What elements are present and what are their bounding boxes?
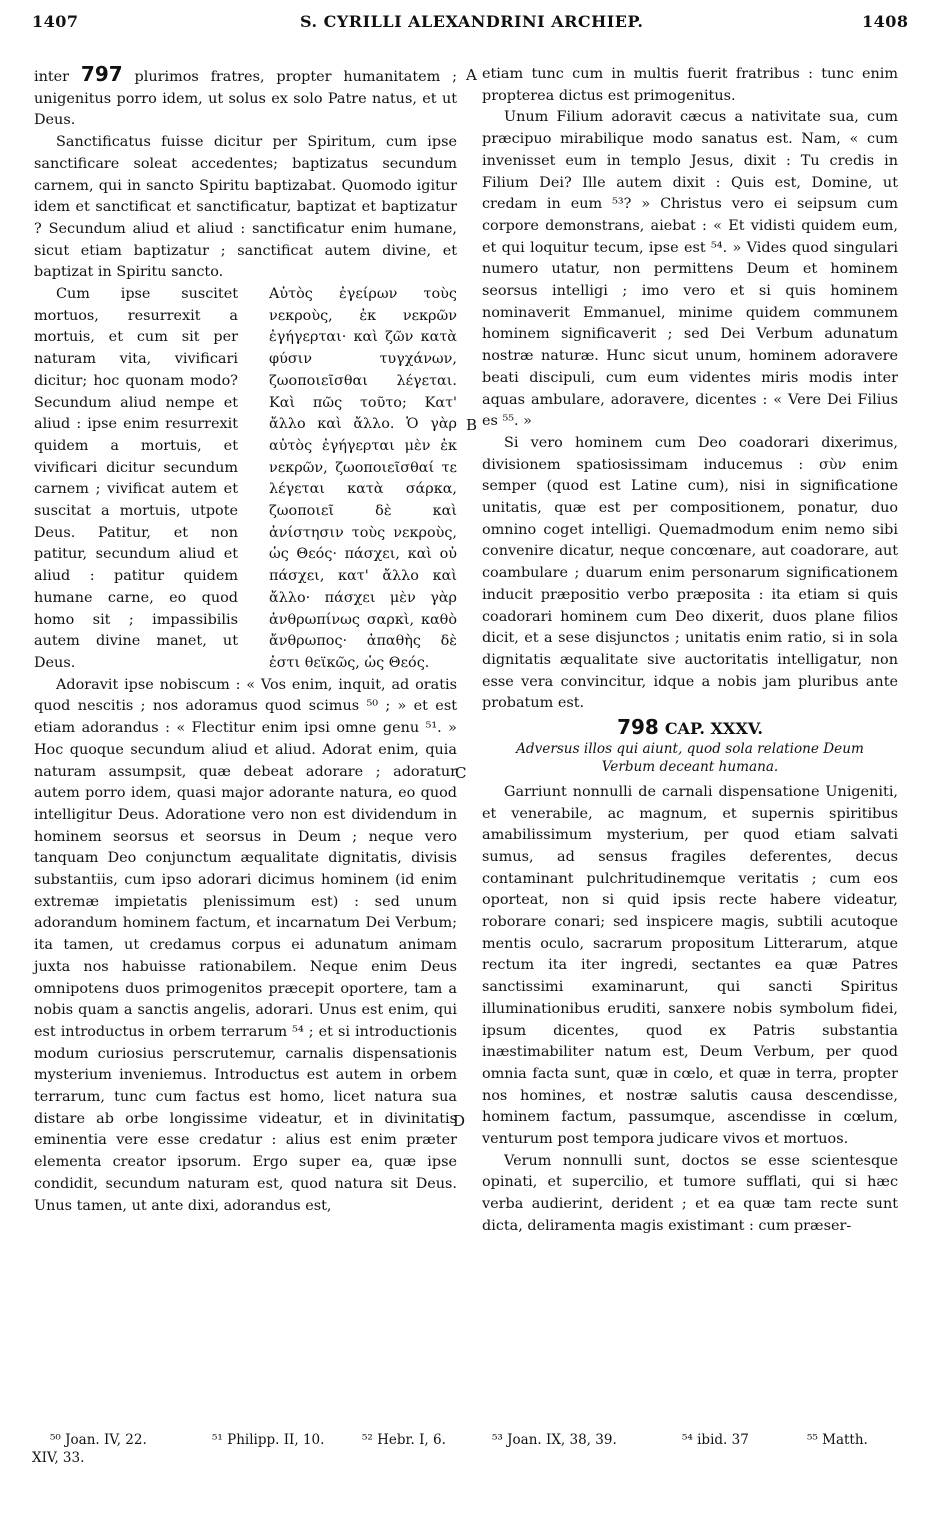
section-marker-797: 797 — [80, 62, 123, 86]
greek-column: Αὐτὸς ἐγείρων τοὺς νεκροὺς, ἐκ νεκρῶν ἐγήγερται· καὶ ζῶν κατὰ φύσιν τυγχάνων, ζωοποιεῖσθαι λέγεται. Καὶ πῶς τοῦτο; Κατ' ἄλλο καὶ ἄλλο. Ὁ γὰρ αὐτὸς ἐγήγερται μὲν ἐκ νεκρῶν, ζωοποιεῖσθαί τε λέγεται κατὰ σάρκα, ζωοποιεῖ δὲ καὶ ἀνίστησιν τοὺς νεκροὺς, ὡς Θεός· πάσχει, καὶ οὐ πάσχει, κατ' ἄλλο καὶ ἄλλο· πάσχει μὲν γὰρ ἀνθρωπίνως σαρκὶ, καθὸ ἄνθρωπος· ἀπαθὴς δὲ ἐστι θεϊκῶς, ὡς Θεός. — [269, 286, 457, 671]
left-p1-rest: plurimos fratres, propter humanitatem ; unigenitus porro idem, ut solus ex solo Patre natus, et ut Deus. — [34, 69, 457, 129]
right-paragraph-3: Si vero hominem cum Deo coadorari dixerimus, divisionem spatiosissimam inducemus : σὺν enim semper (quod est Latine cum), nisi in significatione unitatis, quæ est per compositionem, ponatur, duo omnino coget intelligi. Quemadmodum enim nemo sibi convenire dicatur, neque concœnare, aut coadorare, aut coambulare ; duarum enim personarum significationem inducit præpositio verbo præposita : ita etiam si quis coadorari hominem cum Deo dixerit, duos plane filios dicit, et a sese disjunctos ; unitatis enim ratio, si in sola dignitatis æqualitate sive auctoritatis intelligatur, non esse vera convincitur, idque a nobis jam pluribus ante probatum est. — [482, 434, 898, 712]
left-paragraph-1 — [34, 64, 457, 132]
footnote-52: ⁵² Hebr. I, 6. — [362, 1432, 446, 1448]
chapter-subtitle: Adversus illos qui aiunt, quod sola relatione Deum Verbum deceant humana. — [516, 740, 864, 775]
left-p1-start: inter — [34, 69, 70, 85]
footnote-51: ⁵¹ Philipp. II, 10. — [212, 1432, 325, 1448]
footnote-50-continued: XIV, 33. — [32, 1450, 85, 1466]
footnote-54: ⁵⁴ ibid. 37 — [682, 1432, 749, 1448]
chapter-title: CAP. XXXV. — [664, 719, 763, 739]
left-column — [34, 64, 457, 1217]
running-title: S. CYRILLI ALEXANDRINI ARCHIEP. — [300, 12, 644, 31]
footnote-55: ⁵⁵ Matth. — [807, 1432, 868, 1448]
margin-letter-c: C — [455, 764, 467, 782]
right-paragraph-4: Garriunt nonnulli de carnali dispensatione Unigeniti, et venerabile, ac magnum, et supernis spiritibus amabilissimum mysterium, per quod etiam salvati sumus, ad sensus fragiles deferentes, decus contaminant pulchritudinemque veritatis ; cum eos oporteat, non si quid ipsis recte habere videatur, roborare conari; sed inspicere magis, subtili acutoque mentis oculo, sacrarum propositum Litterarum, atque rectum ita iter ingredi, sectantes ea quæ Patres sanctissimi examinarunt, qui sancti Spiritus illuminationibus eruditi, sanxere nobis symbolum fidei, ipsum dicentes, quod ex Patris substantia inæstimabiliter natum est, Deum Verbum, per quod omnia facta sunt, quæ in cœlo, et quæ in terra, propter nos homines, et nostræ salutis causa descendisse, hominem factum, passumque, ascendisse in cœlum, venturum post tempora judicare vivos et mortuos. — [482, 783, 898, 1148]
margin-letter-d: D — [453, 1112, 466, 1130]
left-paragraph-4: Adoravit ipse nobiscum : « Vos enim, inquit, ad oratis quod nescitis ; nos adoramus quod scimus ⁵⁰ ; » et est etiam adorandus : « Flectitur enim ipsi omne genu ⁵¹. » Hoc quoque secundum aliud et aliud. Adorat enim, quia naturam assumpsit, quæ debeat adorare ; adoratur autem porro idem, quasi major adorante natura, eo quod intelligitur Deus. Adoratione vero non est dividendum in hominem seorsus et seorsus in Deum ; neque vero tanquam Deo conjunctum æqualitate dignitatis, divisis substantiis, cum ipso adorari dicimus hominem (id enim extremæ impietatis plenissimum est) : sed unum adorandum hominem factum, et incarnatum Dei Verbum; ita tamen, ut credamus corpus ei adunatum animam juxta nos habuisse rationabilem. Neque enim Deus omnipotens duos primogenitos præcepit oportere, tam a nobis quam a sanctis angelis, adorari. Unus est enim, qui est introductus in orbem terrarum ⁵⁴ ; et si introductionis modum curiosius perscrutemur, carnalis dispensationis mysterium inveniemus. Introductus est autem in orbem terrarum, tunc cum factus est homo, licet natura sua distare ab orbe longissime videatur, et in divinitatis eminentia vere esse credatur : alius est enim præter elementa creator ipsorum. Ergo super ea, quæ ipse condidit, secundum naturam est, quod natura sit Deus. Unus tamen, ut ante dixi, adorandus est, — [34, 676, 457, 1214]
footnotes — [32, 1432, 902, 1472]
margin-letter-b: B — [466, 416, 478, 434]
latin-column — [34, 284, 238, 675]
running-header — [0, 8, 934, 36]
right-paragraph-2: Unum Filium adoravit cæcus a nativitate sua, cum præcipuo mirabilique modo sanatus est. Nam, « cum invenisset eum in templo Jesus, dixit : Tu credis in Filium Dei? Ille autem dixit : Quis est, Domine, ut credam in eum ⁵³? » Christus vero ei seipsum cum corpore demonstrans, aiebat : « Et vidisti quidem eum, et qui loquitur tecum, ipse est ⁵⁴. » Vides quod singulari numero utatur, non permittens Deum et hominem seorsus intelligi ; imo vero et si quis hominem nominaverit Emmanuel, minime quidem communem hominem significaverit ; sed Dei Verbum adunatum nostræ naturæ. Hunc sicut unum, hominem adoravere beati discipuli, cum eum videntes miris modis inter aquas ambulare, adoravere, dicentes : « Vere Dei Filius es ⁵⁵. » — [482, 109, 898, 430]
right-column — [482, 64, 898, 1238]
chapter-heading — [482, 717, 898, 740]
latin-paragraph: Cum ipse suscitet mortuos, resurrexit a mortuis, et cum sit per naturam vita, vivificari dicitur; hoc quonam modo? Secundum aliud nempe et aliud : ipse enim resurrexit quidem a mortuis, et vivificari dicitur secundum carnem ; vivificat autem et suscitat a mortuis, utpote Deus. Patitur, et non patitur, secundum aliud et aliud : patitur quidem humane carne, eo quod homo sit ; impassibilis autem divine manet, ut Deus. — [34, 286, 238, 671]
right-paragraph-5: Verum nonnulli sunt, doctos se esse scientesque opinati, et supercilio, et tumore sufflati, qui si hæc verba audierint, derident ; et ea quæ tam recte sunt dicta, deliramenta magis existimant : cum præser- — [482, 1152, 898, 1234]
page-number-right: 1408 — [862, 12, 909, 31]
section-marker-798: 798 — [617, 715, 659, 740]
margin-letter-a: A — [466, 66, 477, 84]
right-paragraph-1: etiam tunc cum in multis fuerit fratribus : tunc enim propterea dictus est primogenitus. — [482, 66, 898, 104]
bilingual-section — [34, 284, 457, 675]
footnote-50: ⁵⁰ Joan. IV, 22. — [50, 1432, 147, 1448]
page-number-left: 1407 — [32, 12, 79, 31]
left-paragraph-2: Sanctificatus fuisse dicitur per Spiritum, cum ipse sanctificare soleat accedentes; baptizatus secundum carnem, qui in sancto Spiritu baptizabat. Quomodo igitur idem et sanctificat et sanctificatur, baptizat et baptizatur ? Secundum aliud et aliud : sanctificatur enim humane, sicut etiam baptizatur ; sanctificat autem divine, et baptizat in Spiritu sancto. — [34, 134, 457, 281]
footnote-53: ⁵³ Joan. IX, 38, 39. — [492, 1432, 617, 1448]
